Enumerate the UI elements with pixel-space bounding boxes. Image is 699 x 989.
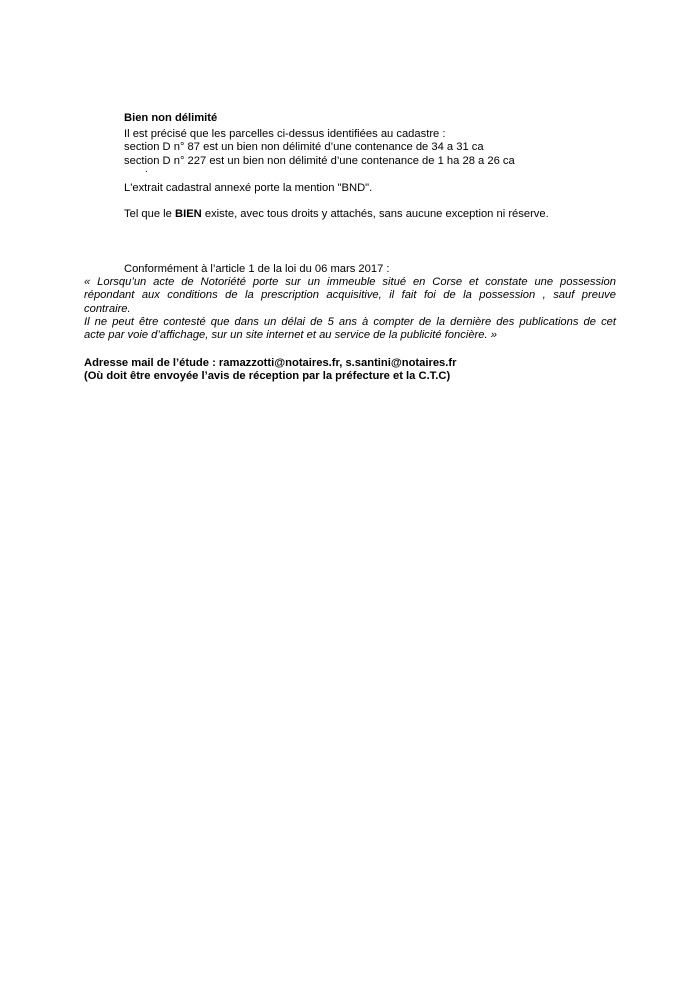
prefecture-note-line: (Où doit être envoyée l’avis de réception par la préfecture et la C.T.C) bbox=[84, 370, 451, 383]
parcel-paragraph bbox=[124, 128, 594, 168]
extrait-cadastral-text: L'extrait cadastral annexé porte la mention "BND". bbox=[124, 182, 373, 194]
quote-line-3: contraire. bbox=[84, 302, 131, 315]
section-heading: Bien non délimité bbox=[124, 112, 218, 124]
parcel-line-2: section D n° 227 est un bien non délimité d’une contenance de 1 ha 28 a 26 ca bbox=[124, 154, 515, 167]
quote-line-1: « Lorsqu’un acte de Notoriété porte sur un immeuble situé en Corse et constate une possession bbox=[84, 276, 616, 288]
legal-quote bbox=[84, 276, 616, 342]
quote-line-4: Il ne peut être contesté que dans un délai de 5 ans à compter de la dernière des publications de cet bbox=[84, 315, 616, 328]
bien-bold-word: BIEN bbox=[175, 208, 202, 220]
contact-block bbox=[84, 357, 616, 384]
parcel-line-1: section D n° 87 est un bien non délimité d’une contenance de 34 a 31 ca bbox=[124, 141, 484, 154]
email-line: Adresse mail de l’étude : ramazzotti@notaires.fr, s.santini@notaires.fr bbox=[84, 357, 457, 369]
tel-que-paragraph bbox=[124, 208, 594, 221]
stray-dot: . bbox=[145, 164, 148, 175]
tel-que-prefix: Tel que le bbox=[124, 208, 175, 220]
quote-line-5: acte par voie d’affichage, sur un site internet et au service de la publicité foncière. » bbox=[84, 329, 497, 342]
parcel-intro: Il est précisé que les parcelles ci-dessus identifiées au cadastre : bbox=[124, 128, 446, 140]
conformement-line: Conformément à l’article 1 de la loi du 06 mars 2017 : bbox=[124, 263, 390, 275]
tel-que-suffix: existe, avec tous droits y attachés, sans aucune exception ni réserve. bbox=[201, 208, 549, 220]
quote-line-2: répondant aux conditions de la prescription acquisitive, il fait foi de la possession , sauf preuve bbox=[84, 289, 616, 302]
